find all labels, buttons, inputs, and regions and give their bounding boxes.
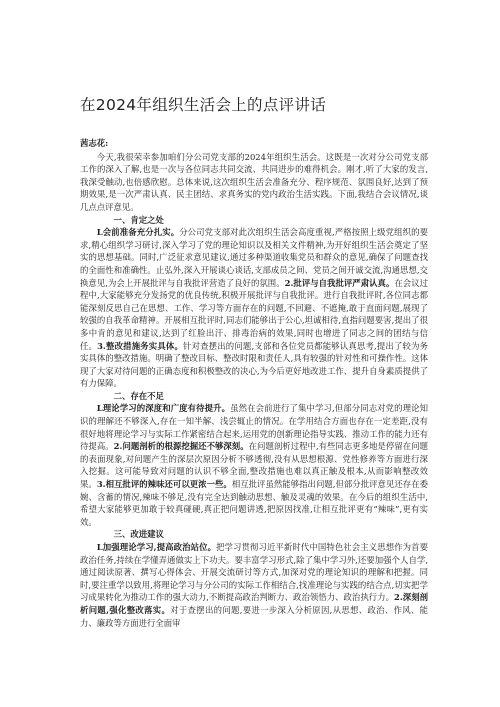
paragraph-text: 在问题剖析过程中,有些同志更多地是停留在问题的表面现象,对问题产生的深层次原因分析不够透彻,没有从思想根源、党性修养等方面进行深入挖掘。这可能导致对问题的认识不够全面,整改措施也难以真正触及根本,从而影响整改效果。 (80, 441, 428, 490)
paragraph (80, 541, 428, 629)
intro-paragraph: 今天,我很荣幸参加咱们分公司党支部的2024年组织生活会。这既是一次对分公司党支部工作的深入了解,也是一次与各位同志共同交流、共同进步的难得机会。刚才,听了大家的发言,我深受触动,也倍感欣慰。总体来说,这次组织生活会准备充分、程序规范、氛围良好,达到了预期效果,是一次严肃认真、民主团结、求真务实的党内政治生活实践。下面,我结合会议情况,谈几点点评意见。 (80, 151, 428, 212)
paragraph (80, 226, 428, 390)
paragraph-text: 相互批评虽然能够指出问题,但部分批评意见还存在委婉、含蓄的情况,辣味不够足,没有完全达到触动思想、触及灵魂的效果。在今后的组织生活中,希望大家能够更加敢于较真碰硬,真正把问题讲透,把原因找准,让相互批评更有“辣味”,更有实效。 (80, 479, 428, 527)
document-title: 在2024年组织生活会上的点评讲话 (80, 96, 327, 114)
paragraph-lead: L会前准备充分扎实。 (96, 227, 180, 238)
paragraph-text: 把学习贯彻习近平新时代中国特色社会主义思想作为首要政治任务,持续在学懂弄通做实上下功夫。要丰富学习形式,除了集中学习外,还要加强个人自学,通过阅读原著、撰写心得体会、开展交流研讨等方式,加深对党的理论知识的理解和把握。同时,要注重学以致用,将理论学习与分公司的实际工作相结合,找准理论与实践的结合点,切实把学习成果转化为推动工作的强大动力,不断提高政治判断力、政治领悟力、政治执行力。 (80, 542, 428, 603)
paragraph-lead: L理论学习的深度和广度有待提升。 (96, 403, 231, 414)
paragraph-lead: 2.批评与自我批评严肃认真。 (284, 277, 395, 288)
paragraph (80, 402, 428, 528)
paragraph-lead: 3.整改措施务实具体。 (97, 340, 184, 351)
section-heading-suggestions: 三、改进建议 (113, 529, 164, 540)
paragraph-text: 针对查摆出的问题,支部和各位党员都能够认真思考,提出了较为务实具体的整改措施。明确了整改目标、整改时限和责任人,具有较强的针对性和可操作性。这体现了大家对待问题的正确态度和积极整改的决心,为今后更好地改进工作、提升自身素质提供了有力保障。 (80, 340, 428, 389)
document-body (80, 137, 428, 629)
paragraph-text: 在会议过程中,大家能够充分发扬党的优良传统,积极开展批评与自我批评。进行自我批评时,各位同志都能深刻反思自己在思想、工作、学习等方面存在的问题,不回避、不遮掩,敢于直面问题,展现了较强的自我革命精神。开展相互批评时,同志们能够出于公心,坦诚相待,直指问题要害,提出了很多中肯的意见和建议,达到了红脸出汗、排毒治病的效果,同时也增进了同志之间的团结与信任。 (80, 277, 428, 351)
paragraph-lead: 2.深刻剖析问题,强化整改落实。 (80, 592, 428, 615)
greeting: 茜志花: (80, 138, 109, 148)
paragraph-lead: 2.问题剖析的根源挖掘还不够深刻。 (113, 441, 249, 452)
section-heading-shortcomings: 二、存在不足 (113, 390, 164, 401)
paragraph-lead: 3.相互批评的辣味还可以更浓一些。 (96, 479, 232, 490)
section-heading-affirmation: 一、肯定之处 (113, 214, 164, 225)
paragraph-text: 虽然在会前进行了集中学习,但部分同志对党的理论知识的理解还不够深入,存在一知半解、浅尝辄止的情况。在学用结合方面也存在一定差距,没有很好地将理论学习与实际工作紧密结合起来,运用党的创新理论指导实践、推动工作的能力还有待提高。 (80, 403, 428, 452)
paragraph-lead: L加强理论学习,提高政治站位。 (96, 542, 217, 552)
paragraph-text: 分公司党支部对此次组织生活会高度重视,严格按照上级党组织的要求,精心组织学习研讨,深入学习了党的理论知识以及相关文件精神,为开好组织生活会奠定了坚实的思想基础。同时,广泛征求意见建议,通过多种渠道收集党员和群众的意见,确保了问题查找的全面性和准确性。止弘外,深入开展谈心谈话,支部成员之间、党员之间开诚交流,沟通思想,交换意见,为会上开展批评与自我批评营造了良好的氛围。 (80, 227, 428, 288)
paragraph-text: 对于查摆出的问题,要进一步深入分析原因,从思想、政治、作风、能力、廉政等方面进行全面审 (80, 604, 428, 628)
